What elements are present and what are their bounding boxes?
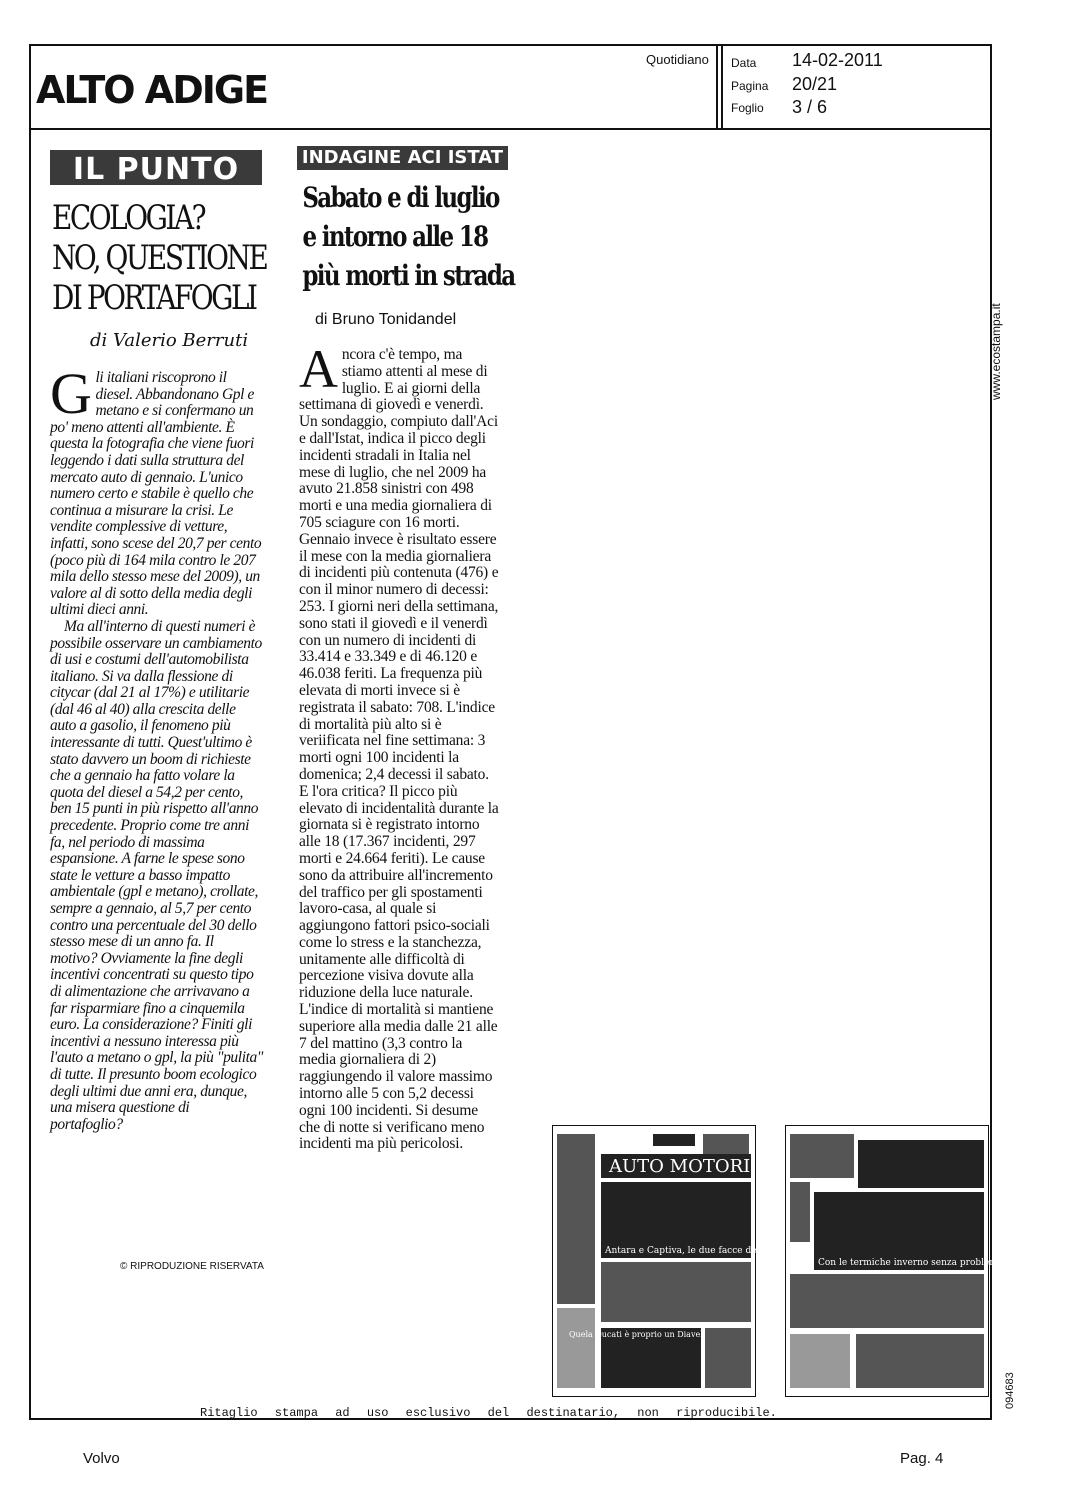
page-label: Pagina — [731, 79, 769, 93]
thumb-text — [790, 1334, 850, 1388]
date-value: 14-02-2011 — [792, 50, 883, 70]
left-headline: ECOLOGIA? NO, QUESTIONE DI PORTAFOGLI — [52, 198, 267, 318]
thumb-text — [856, 1334, 984, 1388]
thumb-text — [790, 1274, 984, 1328]
page-thumbnail-right — [785, 1125, 1001, 1397]
date-label: Data — [731, 56, 757, 70]
header-divider — [29, 128, 992, 130]
thumb-logo: AUTO MOTORI — [609, 1156, 751, 1177]
left-drop-cap: G — [50, 361, 92, 426]
thumb-block — [703, 1134, 749, 1156]
left-byline: di Valerio Berruti — [90, 330, 249, 351]
thumb-block — [653, 1134, 695, 1146]
left-article-body: Gli italiani riscoprono il diesel. Abbandonano Gpl e metano e si confermano un po' meno attenti all'ambiente. È questa la fotografia che viene fuori leggendo i dati sulla struttura del mercato auto di gennaio. L'unico numero certo e stabile è quello che continua a misurare la crisi. Le vendite complessive di vetture, infatti, sono scese del 20,7 per cento (poco più di 164 mila contro le 207 mila dello stesso mese del 2009), un valore al di sotto della media degli ultimi dieci anni. Ma all'interno di questi numeri è possibile osservare un cambiamento di usi e costumi dell'automobilista italiano. Si va dalla flessione di citycar (dal 21 al 17%) e utilitarie (dal 46 al 40) alla crescita delle auto a gasolio, il fenomeno più interessante di tutti. Quest'ultimo è stato davvero un boom di richieste che a gennaio ha fatto volare la quota del diesel a 54,2 per cento, ben 15 punti in più rispetto all'anno precedente. Proprio come tre anni fa, nel periodo di massima espansione. A farne le spese sono state le vetture a basso impatto ambientale (gpl e metano), crollate, sempre a gennaio, al 5,7 per cento contro una percentuale del 30 dello stesso mese di un anno fa. Il motivo? Ovviamente la fine degli incentivi concentrati su questo tipo di alimentazione che arrivavano a far risparmiare fino a cinquemila euro. La considerazione? Finiti gli incentivi a nessuno interessa più l'auto a metano o gpl, la più "pulita" di tutte. Il presunto boom ecologico degli ultimi due anni era, dunque, una misera questione di portafoglio? — [50, 361, 263, 1133]
page-thumbnail-left — [552, 1125, 780, 1397]
thumb-headline: Con le termiche inverno senza problemi — [818, 1258, 1001, 1268]
thumb-column — [557, 1308, 595, 1388]
header-separator — [721, 44, 723, 129]
publication-logo: ALTO ADIGE — [36, 68, 268, 112]
right-byline: di Bruno Tonidandel — [315, 311, 457, 328]
thumb-bottom-headline: Quela Ducati è proprio un Diavel — [569, 1330, 703, 1339]
thumb-headline: Antara e Captiva, le due facce del Suv — [605, 1246, 780, 1256]
right-kicker: INDAGINE ACI ISTAT — [297, 146, 508, 170]
page-number: Pag. 4 — [900, 1450, 944, 1467]
client-name: Volvo — [83, 1450, 120, 1467]
publication-type: Quotidiano — [646, 52, 709, 67]
page-value: 20/21 — [792, 74, 838, 94]
right-headline: Sabato e di luglio e intorno alle 18 più morti in strada — [302, 181, 515, 292]
thumb-photo — [601, 1182, 751, 1244]
sheet-label: Foglio — [731, 101, 764, 115]
thumb-photo — [858, 1140, 984, 1188]
right-drop-cap: A — [299, 339, 338, 399]
copyright-note: © RIPRODUZIONE RISERVATA — [120, 1261, 264, 1272]
sheet-value: 3 / 6 — [792, 97, 828, 117]
left-kicker: IL PUNTO — [50, 150, 262, 185]
right-article-body: Ancora c'è tempo, ma stiamo attenti al mese di luglio. E ai giorni della settimana di giovedì e venerdì. Un sondaggio, compiuto dall'Aci e dall'Istat, indica il picco degli incidenti stradali in Italia nel mese di luglio, che nel 2009 ha avuto 21.858 sinistri con 498 morti e una media giornaliera di 705 sciagure con 16 morti. Gennaio invece è risultato essere il mese con la media giornaliera di incidenti più contenuta (476) e con il minor numero di decessi: 253. I giorni neri della settimana, sono stati il giovedì e il venerdì con un numero di incidenti di 33.414 e 33.349 e di 46.120 e 46.038 feriti. La frequenza più elevata di morti invece si è registrata il sabato: 708. L'indice di mortalità più alto si è veriificata nel fine settimana: 3 morti ogni 100 incidenti la domenica; 2,4 decessi il sabato. E l'ora critica? Il picco più elevato di incidentalità durante la giornata si è registrato intorno alle 18 (17.367 incidenti, 297 morti e 24.664 feriti). Le cause sono da attribuire all'incremento del traffico per gli spostamenti lavoro-casa, al quale si aggiungono fattori psico-sociali come lo stress e la stanchezza, unitamente alle difficoltà di percezione visiva dovute alla riduzione della luce naturale. L'indice di mortalità si mantiene superiore alla media dalle 21 alle 7 del mattino (3,3 contro la media giornaliera di 2) raggiungendo il valore massimo intorno alle 5 con 5,2 decessi ogni 100 incidenti. Si desume che di notte si verificano meno incidenti ma più pericolosi. — [299, 339, 499, 1153]
header-separator — [716, 44, 718, 129]
reproduction-notice: Ritaglio stampa ad uso esclusivo del destinatario, non riproducibile. — [200, 1406, 777, 1420]
thumb-column — [790, 1182, 810, 1242]
side-website: www.ecostampa.it — [989, 303, 1003, 400]
thumb-text — [705, 1328, 751, 1388]
thumb-text — [601, 1262, 751, 1322]
thumb-photo — [814, 1192, 984, 1256]
thumb-block — [790, 1134, 854, 1178]
thumb-column — [557, 1134, 595, 1304]
